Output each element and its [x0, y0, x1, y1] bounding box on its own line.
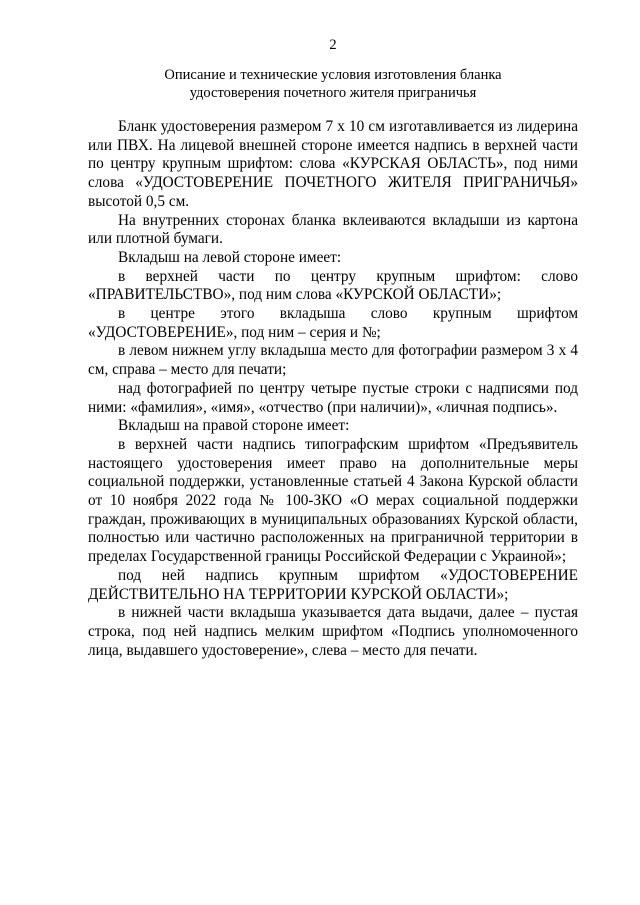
document-body	[88, 118, 578, 660]
paragraph-left-insert-photo: в левом нижнем углу вкладыша место для фотографии размером 3 х 4 см, справа – место для печати;	[88, 342, 578, 379]
paragraph-left-insert-lines: над фотографией по центру четыре пустые строки с надписями под ними: «фамилия», «имя», «отчество (при наличии)», «личная подпись».	[88, 379, 578, 416]
paragraph-left-insert-center: в центре этого вкладыша слово крупным шрифтом «УДОСТОВЕРЕНИЕ», под ним – серия и №;	[88, 305, 578, 341]
paragraph-right-insert-heading: Вкладыш на правой стороне имеет:	[118, 417, 350, 435]
paragraph-right-insert-top: в верхней части надпись типографским шрифтом «Предъявитель настоящего удостоверения имеет право на дополнительные меры социальной поддержки, установленные статьей 4 Закона Курской области от 10 ноября 2022 года № 100-ЗКО «О мерах социальной поддержки граждан, проживающих в муниципальных образованиях Курской области, полностью или частично расположенных на приграничной территории в пределах Государственной границы Российской Федерации с Украиной»;	[88, 435, 578, 566]
paragraph-blank-description: Бланк удостоверения размером 7 х 10 см изготавливается из лидерина или ПВХ. На лицевой внешней стороне имеется надпись в верхней части по центру крупным шрифтом: слова «КУРСКАЯ ОБЛАСТЬ», под ними слова «УДОСТОВЕРЕНИЕ ПОЧЕТНОГО ЖИТЕЛЯ ПРИГРАНИЧЬЯ» высотой 0,5 см.	[88, 118, 578, 210]
paragraph-inner-sides: На внутренних сторонах бланка вклеиваются вкладыши из картона или плотной бумаги.	[88, 211, 578, 248]
page-number: 2	[329, 37, 337, 53]
paragraph-left-insert-heading: Вкладыш на левой стороне имеет:	[118, 248, 342, 266]
document-page	[88, 36, 578, 660]
document-title-line-1: Описание и технические условия изготовления бланка	[164, 67, 502, 83]
document-title	[88, 66, 578, 102]
paragraph-right-insert-bottom: в нижней части вкладыша указывается дата выдачи, далее – пустая строка, под ней надпись мелким шрифтом «Подпись уполномоченного лица, выдавшего удостоверение», слева – место для печати.	[88, 604, 578, 659]
paragraph-left-insert-top: в верхней части по центру крупным шрифтом: слово «ПРАВИТЕЛЬСТВО», под ним слова «КУРСКОЙ ОБЛАСТИ»;	[88, 267, 578, 304]
document-title-line-2: удостоверения почетного жителя приграничья	[189, 85, 477, 101]
paragraph-right-insert-middle: под ней надпись крупным шрифтом «УДОСТОВЕРЕНИЕ ДЕЙСТВИТЕЛЬНО НА ТЕРРИТОРИИ КУРСКОЙ ОБЛАСТИ»;	[88, 566, 578, 603]
